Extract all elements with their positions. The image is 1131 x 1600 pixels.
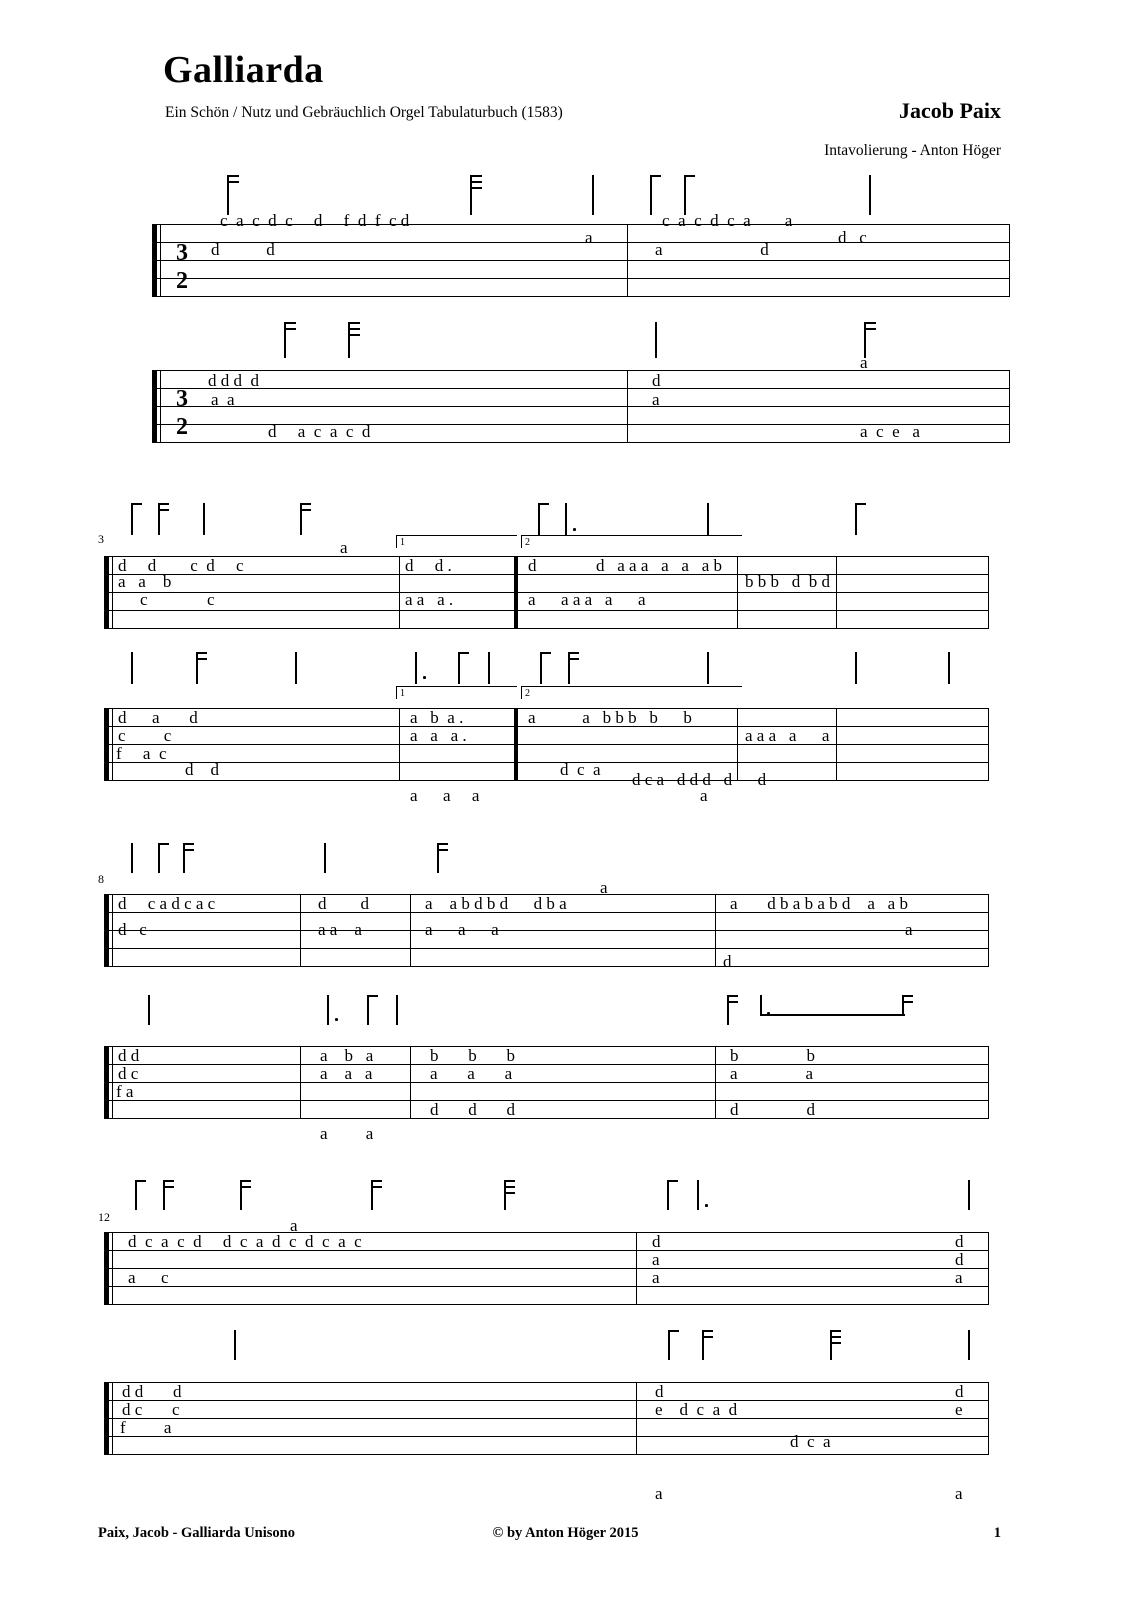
tab-line: d c a d d d d d	[632, 770, 767, 789]
tab-line: d c a	[560, 760, 601, 779]
tab-line: d d	[730, 1100, 815, 1119]
tab-line: a a a	[425, 920, 499, 939]
tab-line: d c	[118, 920, 147, 939]
tab-line: a b a .	[410, 708, 464, 727]
tab-line: a a a .	[405, 590, 454, 609]
tab-line: d d d	[430, 1100, 515, 1119]
tab-line: a a b b b b b	[528, 708, 692, 727]
footer-page-number: 1	[993, 1525, 1001, 1541]
tab-line: a	[955, 1268, 963, 1287]
tab-line: f a c	[116, 744, 167, 763]
tab-line: f a	[120, 1418, 172, 1437]
measure-number: 3	[98, 532, 104, 546]
tab-line: d d d	[122, 1382, 182, 1401]
tab-line: d d	[211, 240, 275, 259]
rhythm-row-8	[0, 0, 29, 247]
staff-1-1	[152, 224, 1010, 296]
tab-line: d	[655, 1382, 664, 1401]
tab-line: a a a	[320, 1064, 373, 1083]
tab-line: d c a c d d c a d c d c a c	[128, 1232, 362, 1251]
tab-line: d	[652, 371, 661, 390]
tab-line: d	[723, 952, 732, 971]
tab-line: e d c a d	[655, 1400, 738, 1419]
tab-line: d	[955, 1250, 964, 1269]
tab-line: a	[955, 1484, 963, 1503]
tab-line: b b b d b d	[745, 572, 830, 591]
footer-work-title: Paix, Jacob - Galliarda Unisono	[98, 1525, 295, 1541]
tab-line: e	[955, 1400, 963, 1419]
tab-line: a a a .	[410, 726, 467, 745]
tab-line: d a d	[118, 708, 198, 727]
tab-line: a a	[320, 1124, 374, 1143]
footer-copyright: © by Anton Höger 2015	[492, 1525, 639, 1541]
volta-label: 2	[525, 537, 530, 548]
staff-4-2	[104, 1382, 989, 1454]
volta-bracket-1	[396, 686, 517, 699]
tab-line: a d b a b a b d a a b	[730, 894, 908, 913]
tab-line: d	[652, 1232, 661, 1251]
tab-line: a a a	[430, 1064, 513, 1083]
tab-line: a a a	[318, 920, 362, 939]
measure-number: 8	[98, 872, 104, 886]
staff-3-2	[104, 1046, 989, 1118]
tab-line: d	[955, 1232, 964, 1251]
volta-label: 2	[525, 688, 530, 699]
tab-line: a a	[211, 390, 235, 409]
tab-line: a a b d b d d b a	[425, 894, 567, 913]
time-signature-top: 3	[176, 240, 188, 266]
tab-line: d c a d c a c	[118, 894, 216, 913]
page-subtitle: Ein Schön / Nutz und Gebräuchlich Orgel Tabulaturbuch (1583)	[165, 104, 563, 121]
tab-line: a a a	[410, 786, 480, 805]
volta-bracket-1	[396, 535, 517, 548]
tab-line: a	[600, 878, 608, 897]
tab-line: a	[652, 1250, 660, 1269]
tab-line: a a b	[118, 572, 172, 591]
time-signature-bottom: 2	[176, 268, 188, 294]
tab-line: d d c d c	[118, 556, 244, 575]
tab-line: b b b	[430, 1046, 515, 1065]
arranger-credit: Intavolierung - Anton Höger	[824, 142, 1001, 159]
tab-line: a	[652, 390, 660, 409]
tab-line: d a c a c d	[268, 422, 371, 441]
tab-line: b b	[730, 1046, 815, 1065]
volta-label: 1	[400, 537, 405, 548]
volta-label: 1	[400, 688, 405, 699]
tab-line: a	[860, 353, 868, 372]
tab-line: a	[905, 920, 913, 939]
tab-line: a	[655, 1484, 663, 1503]
time-signature-bottom: 2	[176, 414, 188, 440]
tab-line: d d	[185, 760, 219, 779]
tab-line: a b a	[320, 1046, 374, 1065]
tab-line: a a	[730, 1064, 814, 1083]
tab-line: a c	[128, 1268, 169, 1287]
tab-line: d d a a a a a a b	[528, 556, 723, 575]
tab-line: a c e a	[860, 422, 920, 441]
tab-line: a a a a a	[745, 726, 830, 745]
tab-line: c c	[118, 726, 172, 745]
tab-line: c a c d c d f d f c d	[220, 211, 410, 230]
tab-line: d c	[838, 228, 867, 247]
tab-line: d d	[118, 1046, 140, 1065]
page-title: Galliarda	[163, 49, 324, 91]
tab-line: a	[652, 1268, 660, 1287]
tab-line: a a a a a a	[528, 590, 646, 609]
tab-line: a	[585, 228, 593, 247]
measure-number: 12	[98, 1210, 110, 1224]
tab-line: d c a	[790, 1432, 831, 1451]
tab-line: a	[340, 538, 348, 557]
tab-line: a	[290, 1216, 298, 1235]
tab-line: d c c	[122, 1400, 180, 1419]
tab-line: a	[700, 786, 708, 805]
tab-line: f a	[116, 1082, 134, 1101]
tab-line: d d	[318, 894, 369, 913]
tab-line: d c	[118, 1064, 139, 1083]
tab-line: a d	[655, 240, 769, 259]
tab-line: c a c d c a a	[662, 211, 793, 230]
volta-bracket-2	[521, 686, 742, 699]
time-signature-top: 3	[176, 386, 188, 412]
volta-bracket-2	[521, 535, 742, 548]
tab-line: c c	[140, 590, 215, 609]
tab-line: d d d d	[208, 371, 259, 390]
tab-line: d	[955, 1382, 964, 1401]
composer-name: Jacob Paix	[898, 98, 1001, 123]
tab-line: d d .	[405, 556, 452, 575]
